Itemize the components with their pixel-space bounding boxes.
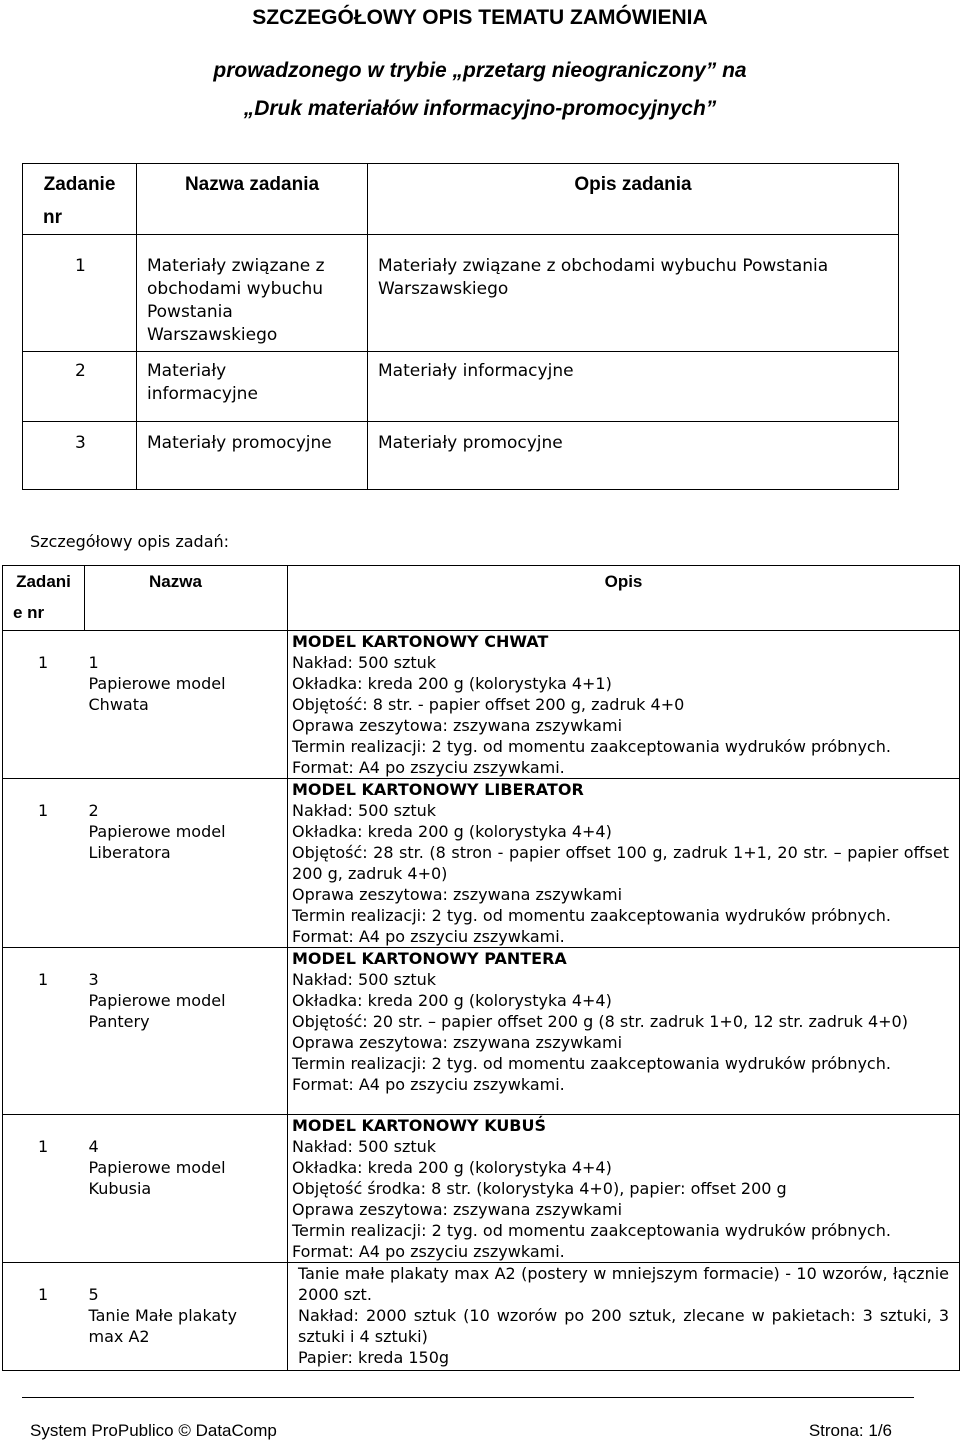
- footer-page-number: Strona: 1/6: [808, 1421, 892, 1440]
- model-name-line: Chwata: [88, 695, 149, 714]
- model-index: 2: [88, 801, 99, 820]
- model-description-cell: [288, 1115, 960, 1263]
- table-row: [3, 779, 960, 948]
- model-name-line: Papierowe model: [88, 991, 226, 1010]
- header-description-text: Opis: [604, 572, 643, 591]
- task-description-cell: [368, 235, 899, 352]
- header-task-description-text: Opis zadania: [574, 174, 692, 195]
- model-name-line: Tanie Małe plakaty: [88, 1306, 237, 1325]
- table-row: [23, 352, 899, 422]
- task-name-line: Powstania: [147, 302, 233, 322]
- document-title: SZCZEGÓŁOWY OPIS TEMATU ZAMÓWIENIA: [252, 6, 708, 29]
- model-index: 5: [88, 1285, 99, 1304]
- task-number-cell: [23, 235, 137, 352]
- description-line: Format: A4 po zszyciu zszywkami.: [292, 927, 565, 946]
- model-description-cell: [288, 948, 960, 1115]
- model-name-cell: [85, 1263, 288, 1371]
- task-name-cell: [137, 235, 368, 352]
- task-number: 1: [75, 256, 86, 276]
- task-number: 1: [38, 1285, 49, 1304]
- description-line: Oprawa zeszytowa: zszywana zszywkami: [292, 1200, 623, 1219]
- description-line: Format: A4 po zszyciu zszywkami.: [292, 758, 565, 777]
- table-row: [3, 1263, 960, 1371]
- description-line: Objętość: 20 str. – papier offset 200 g (8 str. zadruk 1+0, 12 str. zadruk 4+0): [292, 1012, 908, 1031]
- task-number: 1: [38, 653, 49, 672]
- description-line: Tanie małe plakaty max A2 (postery w mniejszym formacie) - 10 wzorów, łącznie 2000 szt.: [298, 1264, 949, 1304]
- task-number-cell: [3, 948, 85, 1115]
- task-description-cell: [368, 422, 899, 490]
- summary-table: [22, 163, 899, 490]
- header-task-name-text: Nazwa zadania: [184, 174, 320, 195]
- description-line: Nakład: 2000 sztuk (10 wzorów po 200 sztuk, zlecane w pakietach: 3 sztuki, 3 sztuki i 4 sztuki): [298, 1306, 949, 1346]
- task-number: 1: [38, 970, 49, 989]
- task-description-line: Warszawskiego: [378, 279, 509, 299]
- task-number-cell: [23, 352, 137, 422]
- document-subtitle-line-1: prowadzonego w trybie „przetarg nieograniczony” na: [213, 59, 747, 82]
- document-subtitle-line-2: „Druk materiałów informacyjno-promocyjnych”: [243, 97, 717, 120]
- description-line: Termin realizacji: 2 tyg. od momentu zaakceptowania wydruków próbnych.: [292, 1054, 891, 1073]
- task-name-cell: [137, 352, 368, 422]
- description-line: Objętość środka: 8 str. (kolorystyka 4+0), papier: offset 200 g: [292, 1179, 787, 1198]
- description-line: Nakład: 500 sztuk: [292, 653, 437, 672]
- task-description-line: Materiały informacyjne: [378, 361, 574, 381]
- model-name-line: Papierowe model: [88, 1158, 226, 1177]
- description-line: Objętość: 8 str. - papier offset 200 g, zadruk 4+0: [292, 695, 685, 714]
- header-description: [288, 566, 960, 631]
- task-name-line: Materiały promocyjne: [147, 433, 332, 453]
- model-name-line: Papierowe model: [88, 674, 226, 693]
- model-description-cell: [288, 631, 960, 779]
- description-line: Papier: kreda 150g: [298, 1348, 450, 1367]
- table-row: [3, 1115, 960, 1263]
- task-name-cell: [137, 422, 368, 490]
- model-name-line: Pantery: [88, 1012, 150, 1031]
- model-description-cell: [288, 779, 960, 948]
- model-name-cell: [85, 1115, 288, 1263]
- model-name-line: Liberatora: [88, 843, 171, 862]
- task-description-line: Materiały promocyjne: [378, 433, 563, 453]
- footer-system-name: System ProPublico © DataComp: [30, 1421, 277, 1440]
- header-task-line-1: Zadani: [16, 572, 71, 591]
- table-row: [3, 948, 960, 1115]
- header-task-description: [368, 164, 899, 235]
- task-number-cell: [3, 631, 85, 779]
- task-name-line: Materiały: [147, 361, 227, 381]
- model-name-cell: [85, 948, 288, 1115]
- task-name-line: Warszawskiego: [147, 325, 278, 345]
- description-line: Objętość: 28 str. (8 stron - papier offset 100 g, zadruk 1+1, 20 str. – papier offset 200 g, zadruk 4+0): [292, 843, 949, 883]
- header-task-name: [137, 164, 368, 235]
- details-section-label: Szczegółowy opis zadań:: [30, 532, 230, 551]
- task-number: 1: [38, 1137, 49, 1156]
- table-row: [23, 235, 899, 352]
- model-heading: MODEL KARTONOWY KUBUŚ: [292, 1116, 547, 1135]
- header-task-number-line-1: Zadanie: [43, 174, 116, 195]
- model-index: 4: [88, 1137, 99, 1156]
- model-heading: MODEL KARTONOWY CHWAT: [292, 632, 549, 651]
- task-name-line: Materiały związane z: [147, 256, 325, 276]
- description-line: Okładka: kreda 200 g (kolorystyka 4+4): [292, 991, 612, 1010]
- model-index: 1: [88, 653, 99, 672]
- details-table-header: [3, 566, 960, 631]
- summary-table-header: [23, 164, 899, 235]
- description-line: Termin realizacji: 2 tyg. od momentu zaakceptowania wydruków próbnych.: [292, 737, 891, 756]
- description-line: Termin realizacji: 2 tyg. od momentu zaakceptowania wydruków próbnych.: [292, 1221, 891, 1240]
- details-table: [2, 565, 960, 1371]
- header-task-number-line-2: nr: [43, 207, 62, 228]
- table-row: [3, 631, 960, 779]
- description-line: Oprawa zeszytowa: zszywana zszywkami: [292, 885, 623, 904]
- poster-description-cell: [288, 1263, 960, 1371]
- description-line: Nakład: 500 sztuk: [292, 970, 437, 989]
- description-line: Oprawa zeszytowa: zszywana zszywkami: [292, 716, 623, 735]
- header-name: [85, 566, 288, 631]
- description-line: Okładka: kreda 200 g (kolorystyka 4+1): [292, 674, 612, 693]
- description-line: Termin realizacji: 2 tyg. od momentu zaakceptowania wydruków próbnych.: [292, 906, 891, 925]
- header-task-number: [23, 164, 137, 235]
- task-description-cell: [368, 352, 899, 422]
- model-name-line: Kubusia: [88, 1179, 152, 1198]
- task-number: 2: [75, 361, 86, 381]
- task-number-cell: [3, 1115, 85, 1263]
- description-line: Nakład: 500 sztuk: [292, 801, 437, 820]
- model-name-line: Papierowe model: [88, 822, 226, 841]
- task-number: 3: [75, 433, 86, 453]
- description-line: Oprawa zeszytowa: zszywana zszywkami: [292, 1033, 623, 1052]
- model-name-cell: [85, 779, 288, 948]
- header-task: [3, 566, 85, 631]
- description-line: Format: A4 po zszyciu zszywkami.: [292, 1075, 565, 1094]
- description-line: Format: A4 po zszyciu zszywkami.: [292, 1242, 565, 1261]
- description-line: Okładka: kreda 200 g (kolorystyka 4+4): [292, 1158, 612, 1177]
- header-name-text: Nazwa: [149, 572, 202, 591]
- task-name-line: obchodami wybuchu: [147, 279, 324, 299]
- task-name-line: informacyjne: [147, 384, 258, 404]
- task-number-cell: [3, 1263, 85, 1371]
- task-number-cell: [23, 422, 137, 490]
- description-line: Nakład: 500 sztuk: [292, 1137, 437, 1156]
- model-heading: MODEL KARTONOWY PANTERA: [292, 949, 567, 968]
- task-number: 1: [38, 801, 49, 820]
- task-number-cell: [3, 779, 85, 948]
- task-description-line: Materiały związane z obchodami wybuchu Powstania: [378, 256, 829, 276]
- description-line: Okładka: kreda 200 g (kolorystyka 4+4): [292, 822, 612, 841]
- footer-divider: [22, 1397, 914, 1398]
- model-name-line: max A2: [88, 1327, 150, 1346]
- model-name-cell: [85, 631, 288, 779]
- table-row: [23, 422, 899, 490]
- model-heading: MODEL KARTONOWY LIBERATOR: [292, 780, 584, 799]
- model-index: 3: [88, 970, 99, 989]
- header-task-line-2: e nr: [13, 603, 45, 622]
